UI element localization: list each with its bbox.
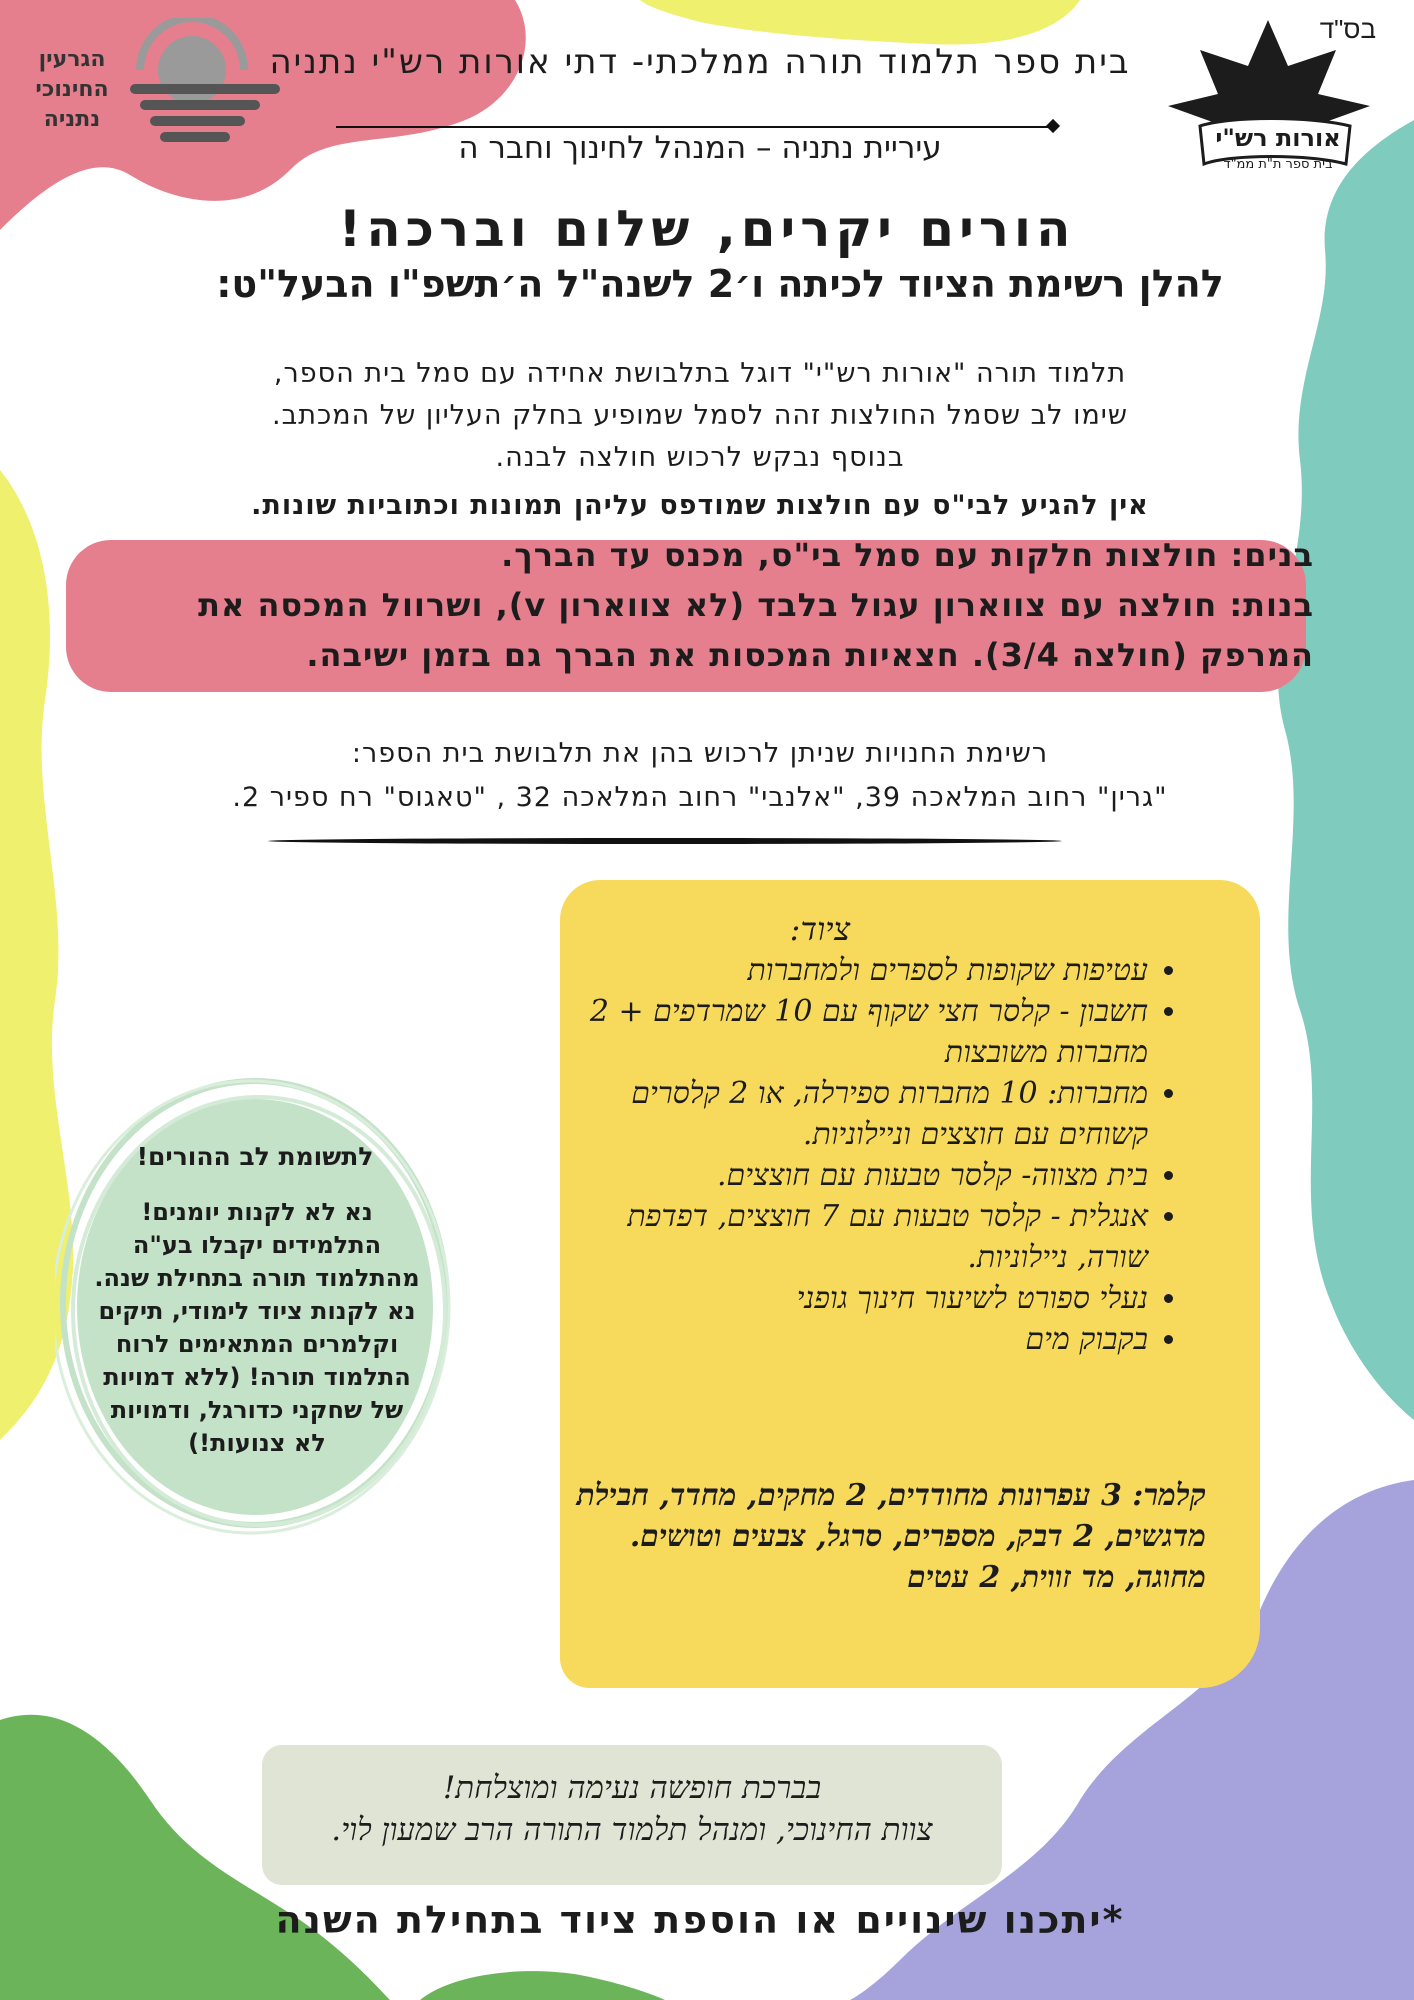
stores-title: רשימת החנויות שניתן לרכוש בהן את תלבושת בית הספר:: [351, 738, 1049, 769]
supply-item: • בית מצווה- קלסר טבעות עם חוצצים.: [548, 1155, 1148, 1196]
pencil-case-list: קלמר: 3 עפרונות מחודדים, 2 מחקים, מחדד, חבילת מדגשים, 2 דבק, מספרים, סרגל, צבעים וטושים. מחוגה, מד זווית, 2 עטים: [576, 1478, 1206, 1595]
boys-text: חולצות חלקות עם סמל בי"ס, מכנס עד הברך.: [501, 536, 1231, 574]
school-name: בית ספר תלמוד תורה ממלכתי- דתי אורות רש"י נתניה: [269, 42, 1131, 82]
girls-uniform-line-1: [198, 586, 1314, 624]
boys-label: בנים:: [1230, 536, 1314, 574]
footnote: *יתכנו שינויים או הוספת ציוד בתחילת השנה: [275, 1898, 1125, 1942]
supply-item: • אנגלית - קלסר טבעות עם 7 חוצצים, דפדפת שורה, ניילוניות.: [548, 1196, 1148, 1278]
boys-uniform: [501, 536, 1314, 574]
girls-label: בנות:: [1229, 586, 1314, 624]
supply-item: • נעלי ספורט לשיעור חינוך גופני: [548, 1278, 1148, 1319]
supply-item: • מחברות: 10 מחברות ספירלה, או 2 קלסרים קשוחים עם חוצצים וניילוניות.: [548, 1073, 1148, 1155]
left-logo-line1: הגרעין: [38, 47, 106, 72]
left-logo: [20, 18, 280, 158]
stores-list: "גרין" רחוב המלאכה 39, "אלנבי" רחוב המלאכה 32 , "טאגוס" רח ספיר 2.: [232, 782, 1168, 813]
closing-line-1: בברכת חופשה נעימה ומוצלחת!: [442, 1770, 822, 1806]
left-logo-line3: נתניה: [43, 107, 101, 132]
intro-line-1: תלמוד תורה "אורות רש"י" דוגל בתלבושת אחידה עם סמל בית הספר,: [273, 358, 1127, 389]
list-title: להלן רשימת הציוד לכיתה ו׳2 לשנה"ל ה׳תשפ"ו הבעל"ט:: [216, 262, 1224, 306]
bsd-mark: בס"ד: [1319, 14, 1376, 44]
girls-text-1: חולצה עם צווארון עגול בלבד (לא צווארון v), ושרוול המכסה את: [198, 586, 1230, 624]
stores-divider: [268, 838, 1062, 844]
attention-body: נא לא לקנות יומנים! התלמידים יקבלו בע"ה מהתלמוד תורה בתחילת שנה. נא לקנות ציוד לימודי, תיקים וקלמרים המתאימים לרוח התלמוד תורה! (ללא דמויות של שחקני כדורגל, ודמויות לא צנועות!): [94, 1198, 420, 1457]
right-logo-subtext: בית ספר ת"ת ממ"ד: [1223, 157, 1333, 172]
greeting-heading: הורים יקרים, שלום וברכה!: [338, 200, 1076, 258]
municipality-line: עיריית נתניה – המנהל לחינוך וחבר ה: [458, 130, 942, 166]
closing-line-2: צוות החינוכי, ומנהל תלמוד התורה הרב שמעון לוי.: [331, 1812, 933, 1848]
lemon-blob-top: [640, 0, 1080, 45]
supplies-list: [548, 950, 1184, 1360]
header-divider: [336, 126, 1052, 128]
intro-line-3: בנוסף נבקש לרכוש חולצה לבנה.: [495, 442, 905, 473]
supply-item: • בקבוק מים: [548, 1319, 1148, 1360]
supply-item: • עטיפות שקופות לספרים ולמחברות: [548, 950, 1148, 991]
teal-blob-right: [1278, 120, 1414, 1420]
attention-title: לתשומת לב ההורים!: [136, 1142, 374, 1171]
supplies-title: ציוד:: [789, 910, 851, 948]
intro-line-4: אין להגיע לבי"ס עם חולצות שמודפס עליהן תמונות וכתוביות שונות.: [251, 490, 1149, 521]
green-blob-bottom: [420, 1971, 665, 2000]
girls-uniform-line-2: המרפק (חולצה 3/4). חצאיות המכסות את הברך גם בזמן ישיבה.: [306, 636, 1314, 674]
right-logo-name: אורות רש"י: [1215, 124, 1341, 152]
supply-item: • חשבון - קלסר חצי שקוף עם 10 שמרדפים + 2 מחברות משובצות: [548, 991, 1148, 1073]
left-logo-line2: החינוכי: [35, 77, 109, 102]
intro-line-2: שימו לב שסמל החולצות זהה לסמל שמופיע בחלק העליון של המכתב.: [272, 400, 1128, 431]
